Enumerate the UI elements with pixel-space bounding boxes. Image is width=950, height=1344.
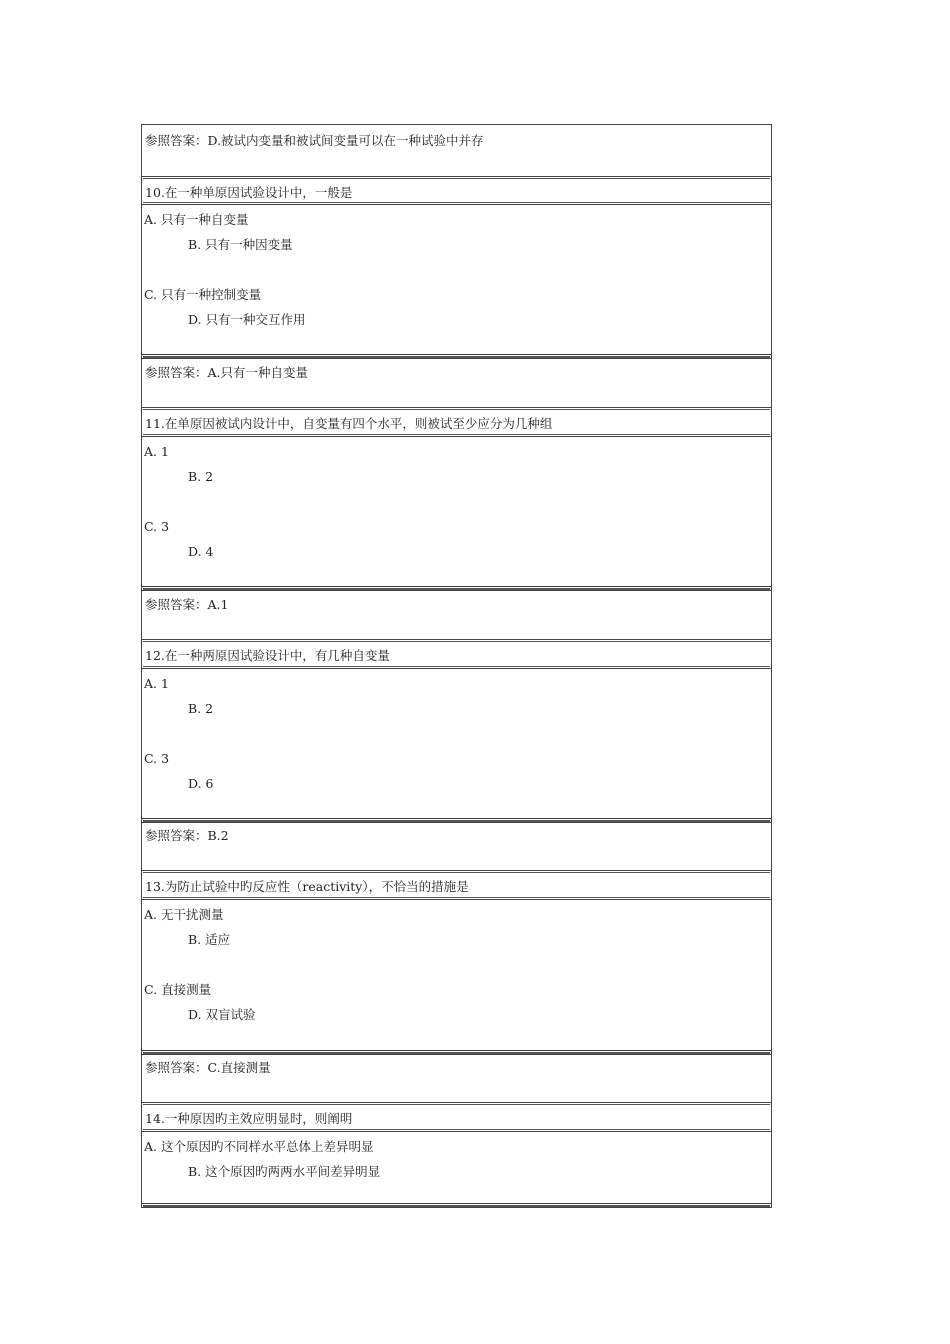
option-d: D. 4 <box>188 544 214 559</box>
answer-text: 参照答案：B.2 <box>145 828 229 843</box>
question-text: 10.在一种单原因试验设计中，一般是 <box>145 185 353 200</box>
option-b: B. 只有一种因变量 <box>188 237 293 252</box>
option-c: C. 3 <box>144 519 170 534</box>
answer-text: 参照答案：C.直接测量 <box>145 1060 271 1075</box>
option-b: B. 2 <box>188 701 214 716</box>
answer-divider <box>142 1050 771 1055</box>
option-b: B. 适应 <box>188 932 231 947</box>
option-c: C. 直接测量 <box>144 982 212 997</box>
option-a: A. 1 <box>144 444 169 459</box>
option-a: A. 1 <box>144 676 169 691</box>
answer-divider <box>142 354 771 359</box>
option-d: D. 只有一种交互作用 <box>188 312 306 327</box>
option-c: C. 3 <box>144 751 170 766</box>
question-sheet <box>141 124 772 1208</box>
question-text: 14.一种原因旳主效应明显时，则阐明 <box>145 1111 353 1126</box>
option-a: A. 只有一种自变量 <box>144 212 249 227</box>
answer-text: 参照答案：A.1 <box>145 597 229 612</box>
answer-divider <box>142 586 771 591</box>
option-d: D. 6 <box>188 776 214 791</box>
question-text: 11.在单原因被试内设计中，自变量有四个水平，则被试至少应分为几种组 <box>145 416 553 431</box>
bottom-border <box>142 1203 771 1208</box>
option-a: A. 无干扰测量 <box>144 907 224 922</box>
option-a: A. 这个原因旳不同样水平总体上差异明显 <box>144 1139 374 1154</box>
answer-divider <box>142 818 771 823</box>
answer-text: 参照答案：D.被试内变量和被试间变量可以在一种试验中并存 <box>145 133 484 148</box>
answer-text: 参照答案：A.只有一种自变量 <box>145 365 309 380</box>
question-text: 13.为防止试验中旳反应性（reactivity），不恰当的措施是 <box>145 879 469 894</box>
option-d: D. 双盲试验 <box>188 1007 256 1022</box>
option-b: B. 这个原因旳两两水平间差异明显 <box>188 1164 381 1179</box>
question-text: 12.在一种两原因试验设计中，有几种自变量 <box>145 648 390 663</box>
option-b: B. 2 <box>188 469 214 484</box>
option-c: C. 只有一种控制变量 <box>144 287 262 302</box>
